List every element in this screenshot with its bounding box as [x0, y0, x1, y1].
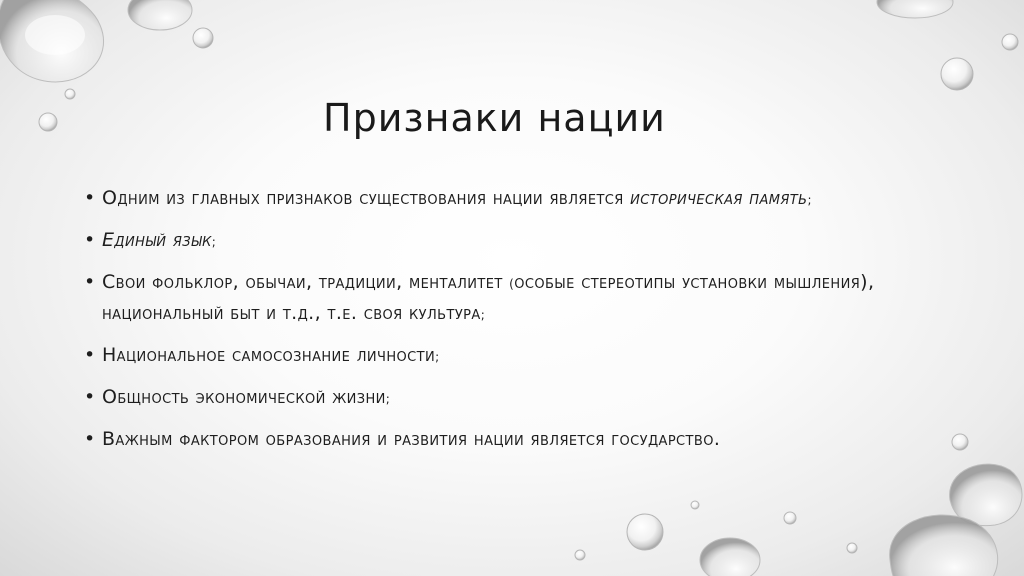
list-item [84, 268, 964, 330]
list-item [84, 184, 964, 215]
bullet-text: Свои фольклор, обычаи, традиции, менталитет [102, 271, 510, 293]
paren-open: ( [509, 277, 515, 291]
list-item [84, 226, 964, 257]
paren-close: ) [860, 271, 868, 293]
bullet-list [84, 184, 964, 465]
bullet-italic-text: Единый язык [102, 229, 212, 251]
bullet-text: Национальное самосознание личности [102, 344, 436, 366]
bullet-punctuation: ; [211, 235, 217, 249]
bullet-punctuation: ; [807, 193, 812, 207]
bullet-text: особые стереотипы установки мышления [514, 271, 861, 293]
bullet-text: Одним из главных признаков существования нации является [102, 187, 631, 209]
bullet-punctuation: ; [385, 392, 391, 406]
slide-title: Признаки нации [323, 96, 666, 140]
list-item [84, 425, 964, 454]
bullet-punctuation: ; [480, 308, 486, 322]
bullet-text: Важным фактором образования и развития нации является государство. [102, 428, 721, 450]
bullet-text: , национальный быт и т.д., т.е. своя культура [102, 271, 875, 324]
bullet-text: Общность экономической жизни [102, 386, 386, 408]
list-item [84, 341, 964, 372]
bullet-punctuation: ; [435, 350, 440, 364]
list-item [84, 383, 964, 414]
bullet-italic-text: историческая память [630, 187, 808, 209]
